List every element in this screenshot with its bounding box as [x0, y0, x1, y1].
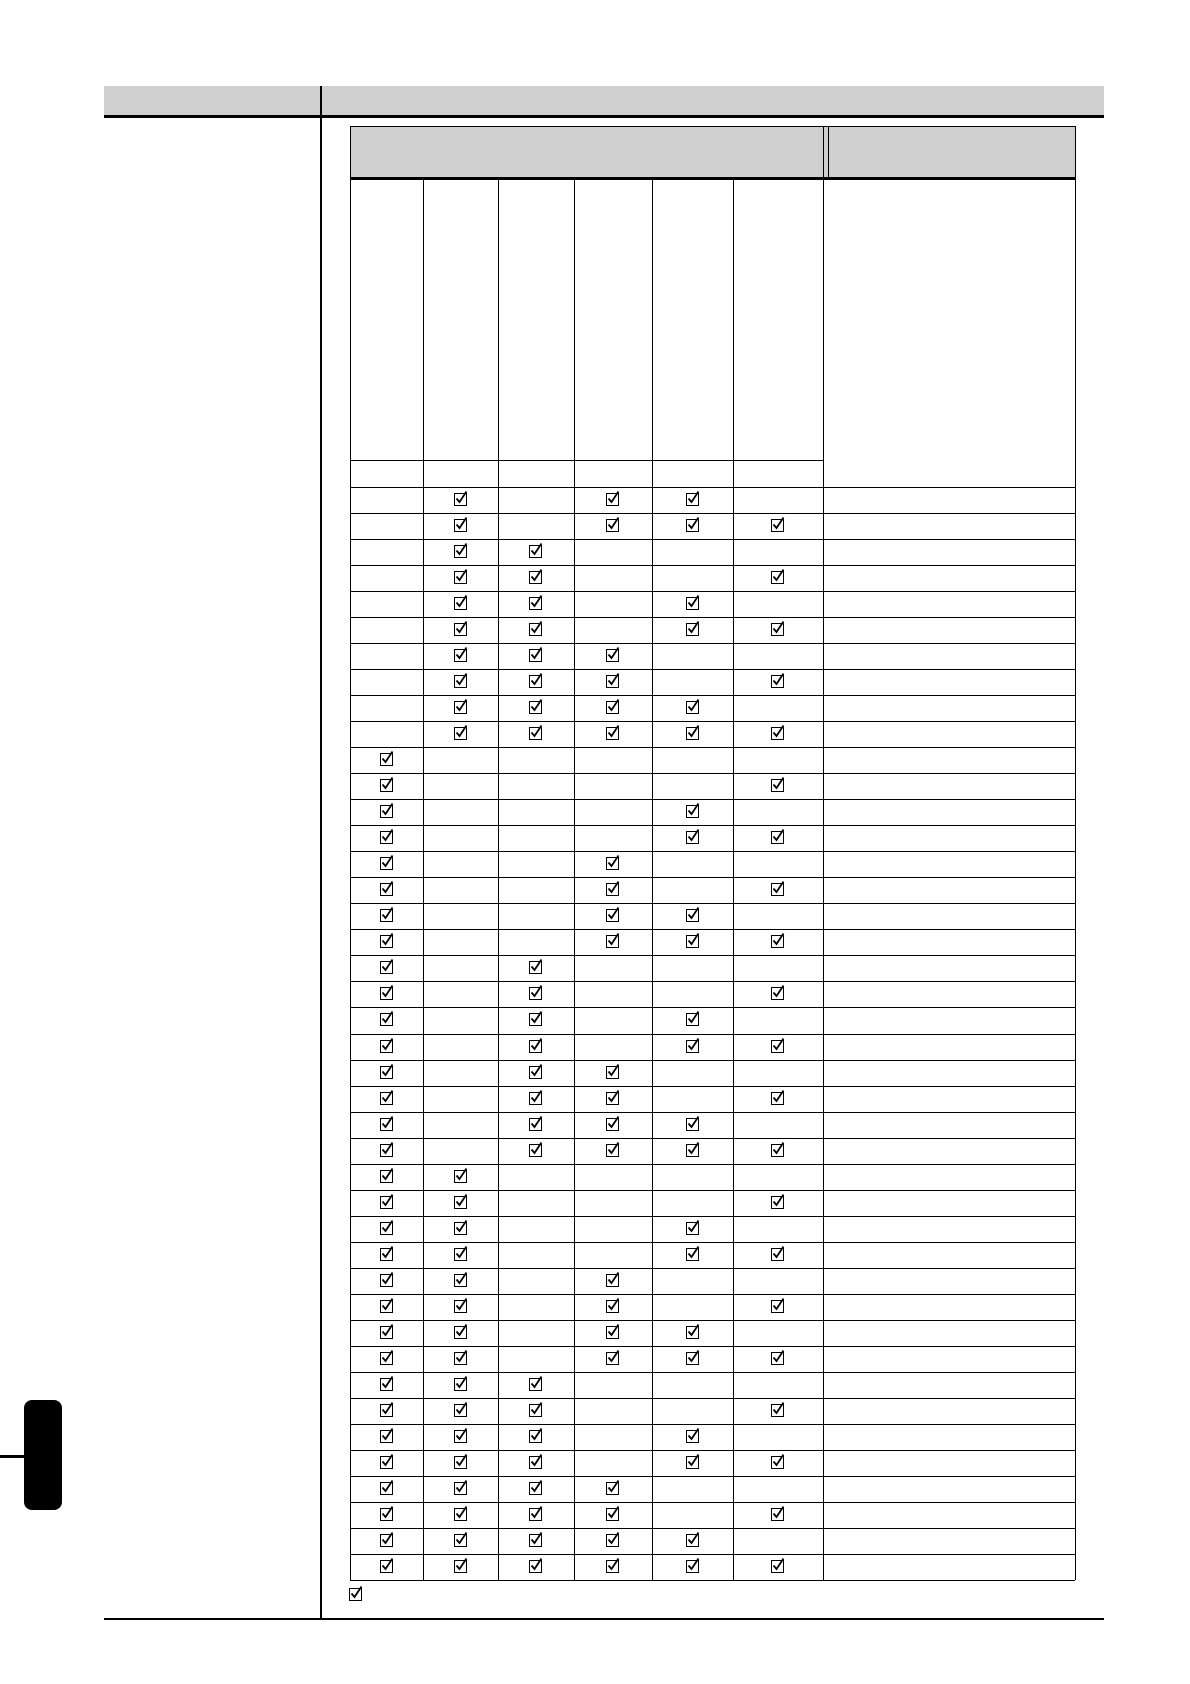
checked-box-icon: [529, 623, 542, 636]
table-row-rule: [350, 669, 1075, 670]
checked-box-icon: [771, 831, 784, 844]
bottom-rule: [104, 1618, 1104, 1620]
checked-box-icon: [529, 961, 542, 974]
table-row-rule: [350, 591, 1075, 592]
checked-box-icon: [454, 1170, 467, 1183]
checked-box-icon: [686, 1534, 699, 1547]
section-tab-marker: [24, 1400, 62, 1510]
checked-box-icon: [529, 987, 542, 1000]
checked-box-icon: [454, 701, 467, 714]
table-row-rule: [350, 1372, 1075, 1373]
table-row-rule: [350, 903, 1075, 904]
checked-box-icon: [606, 1092, 619, 1105]
checked-box-icon: [771, 1404, 784, 1417]
table-row-rule: [350, 1242, 1075, 1243]
checked-box-icon: [380, 1196, 393, 1209]
checked-box-icon: [771, 623, 784, 636]
checked-box-icon: [771, 1092, 784, 1105]
checked-box-icon: [380, 753, 393, 766]
checked-box-icon: [606, 909, 619, 922]
checked-box-icon: [380, 805, 393, 818]
checked-box-icon: [454, 1534, 467, 1547]
checked-box-icon: [771, 675, 784, 688]
checked-box-icon: [380, 1066, 393, 1079]
table-vertical-rule: [350, 126, 351, 1580]
checked-box-icon: [529, 1092, 542, 1105]
checked-box-icon: [606, 1508, 619, 1521]
checked-box-icon: [380, 1404, 393, 1417]
checked-box-icon: [454, 1508, 467, 1521]
checked-box-icon: [380, 831, 393, 844]
table-row-rule: [350, 1190, 1075, 1191]
checked-box-icon: [606, 1066, 619, 1079]
table-row-rule: [350, 981, 1075, 982]
checked-box-icon: [686, 1040, 699, 1053]
checked-box-icon: [771, 883, 784, 896]
checked-box-icon: [454, 493, 467, 506]
checked-box-icon: [686, 1118, 699, 1131]
checked-box-icon: [686, 805, 699, 818]
checked-box-icon: [454, 1274, 467, 1287]
checked-box-icon: [380, 1170, 393, 1183]
checked-box-icon: [606, 1352, 619, 1365]
checked-box-icon: [380, 909, 393, 922]
checked-box-icon: [380, 987, 393, 1000]
checked-box-icon: [686, 623, 699, 636]
checked-box-icon: [529, 727, 542, 740]
checked-box-icon: [771, 1300, 784, 1313]
table-row-rule: [350, 487, 1075, 488]
checked-box-icon: [380, 1300, 393, 1313]
checked-box-icon: [606, 519, 619, 532]
checked-box-icon: [686, 1248, 699, 1261]
checked-box-icon: [686, 1352, 699, 1365]
checked-box-icon: [686, 935, 699, 948]
checked-box-icon: [606, 1144, 619, 1157]
checked-box-icon: [454, 597, 467, 610]
checked-box-icon: [529, 1534, 542, 1547]
checked-box-icon: [529, 1508, 542, 1521]
checked-box-icon: [380, 1378, 393, 1391]
checked-box-icon: [606, 675, 619, 688]
column-separator: [320, 86, 322, 1619]
table-bottom-rule: [350, 1580, 1075, 1581]
table-row-rule: [350, 1060, 1075, 1061]
checked-box-icon: [380, 1482, 393, 1495]
checked-box-icon: [454, 623, 467, 636]
table-row-rule: [350, 799, 1075, 800]
checked-box-icon: [686, 1326, 699, 1339]
table-row-rule: [350, 1398, 1075, 1399]
table-row-rule: [350, 1346, 1075, 1347]
checked-box-icon: [529, 675, 542, 688]
checked-box-icon: [380, 1144, 393, 1157]
table-row-rule: [350, 851, 1075, 852]
section-tab-tick: [0, 1455, 26, 1458]
table-row-rule: [350, 747, 1075, 748]
checked-box-icon: [380, 1534, 393, 1547]
checked-box-icon: [606, 857, 619, 870]
checked-box-icon: [529, 1040, 542, 1053]
checked-box-icon: [771, 1456, 784, 1469]
checked-box-icon: [380, 961, 393, 974]
table-row-rule: [350, 1476, 1075, 1477]
checked-box-icon: [606, 701, 619, 714]
checked-box-icon: [454, 649, 467, 662]
checked-box-icon: [529, 1378, 542, 1391]
checked-box-icon: [529, 1144, 542, 1157]
checked-box-icon: [606, 935, 619, 948]
checked-box-icon: [454, 1300, 467, 1313]
table-row-rule: [350, 1294, 1075, 1295]
table-row-rule: [350, 1112, 1075, 1113]
checked-box-icon: [686, 1456, 699, 1469]
table-header-rule: [350, 177, 1075, 180]
checked-box-icon: [380, 1248, 393, 1261]
table-row-rule: [350, 1268, 1075, 1269]
checked-box-icon: [380, 1560, 393, 1573]
checked-box-icon: [454, 545, 467, 558]
checked-box-icon: [529, 701, 542, 714]
checked-box-icon: [529, 545, 542, 558]
table-row-rule: [350, 513, 1075, 514]
checked-box-icon: [686, 1013, 699, 1026]
checked-box-icon: [529, 649, 542, 662]
checked-box-icon: [686, 493, 699, 506]
checked-box-icon: [771, 987, 784, 1000]
table-vertical-rule: [498, 180, 499, 1580]
checked-box-icon: [529, 1430, 542, 1443]
table-row-rule: [350, 1138, 1075, 1139]
checked-box-icon: [686, 519, 699, 532]
checked-box-icon: [454, 1352, 467, 1365]
checked-box-icon: [454, 675, 467, 688]
checked-box-icon: [454, 1404, 467, 1417]
table-remarks-header: [828, 126, 1076, 180]
checked-box-icon: [686, 909, 699, 922]
table-row-rule: [350, 825, 1075, 826]
checked-box-icon: [454, 1430, 467, 1443]
checked-box-icon: [529, 1560, 542, 1573]
checked-box-icon: [771, 1560, 784, 1573]
checked-box-icon: [529, 1118, 542, 1131]
table-row-rule: [350, 1554, 1075, 1555]
checked-box-icon: [606, 493, 619, 506]
checked-box-icon: [606, 883, 619, 896]
checked-box-icon: [771, 1248, 784, 1261]
table-row-rule: [350, 773, 1075, 774]
checked-box-icon: [380, 1352, 393, 1365]
checked-box-icon: [606, 1326, 619, 1339]
checked-box-icon: [454, 1560, 467, 1573]
checked-box-icon: [380, 1013, 393, 1026]
checked-box-icon: [454, 1222, 467, 1235]
checked-box-icon: [606, 649, 619, 662]
table-row-rule: [350, 1034, 1075, 1035]
checked-box-icon: [771, 1196, 784, 1209]
checked-box-icon: [771, 1508, 784, 1521]
table-row-rule: [350, 721, 1075, 722]
checked-box-icon: [454, 519, 467, 532]
checked-box-icon: [771, 571, 784, 584]
checked-box-icon: [380, 1326, 393, 1339]
checked-box-icon: [771, 935, 784, 948]
table-vertical-rule: [733, 180, 734, 1580]
checked-box-icon: [380, 779, 393, 792]
table-row-rule: [350, 1450, 1075, 1451]
checked-box-icon: [380, 1274, 393, 1287]
table-row-rule: [350, 877, 1075, 878]
checked-box-icon: [529, 1066, 542, 1079]
checked-box-icon: [529, 1404, 542, 1417]
table-vertical-rule: [1075, 126, 1076, 1580]
table-vertical-rule: [423, 180, 424, 1580]
table-row-rule: [350, 565, 1075, 566]
table-vertical-rule: [823, 126, 824, 1580]
checked-box-icon: [529, 1013, 542, 1026]
checked-box-icon: [771, 1144, 784, 1157]
checked-box-icon: [380, 857, 393, 870]
table-row-rule: [350, 929, 1075, 930]
checked-box-icon: [454, 727, 467, 740]
checked-box-icon: [454, 1482, 467, 1495]
header-rule: [104, 115, 1104, 118]
checked-box-icon: [454, 1456, 467, 1469]
checked-box-icon: [454, 1378, 467, 1391]
checked-box-icon: [686, 831, 699, 844]
checked-box-icon: [606, 1274, 619, 1287]
checked-box-icon: [771, 519, 784, 532]
checked-box-icon: [454, 1196, 467, 1209]
column-header-rule: [350, 460, 823, 461]
checked-box-icon: [380, 1430, 393, 1443]
checked-box-icon: [380, 883, 393, 896]
table-group-header: [350, 126, 828, 180]
checked-box-icon: [454, 1326, 467, 1339]
table-row-rule: [350, 1216, 1075, 1217]
checked-box-icon: [686, 597, 699, 610]
header-left-cell: [104, 86, 320, 116]
checked-box-icon: [771, 1352, 784, 1365]
checked-box-icon: [380, 1092, 393, 1105]
legend-checked-box-icon: [349, 1588, 362, 1601]
checked-box-icon: [771, 727, 784, 740]
table-row-rule: [350, 1086, 1075, 1087]
checked-box-icon: [606, 1560, 619, 1573]
table-vertical-rule: [652, 180, 653, 1580]
table-row-rule: [350, 1502, 1075, 1503]
table-row-rule: [350, 617, 1075, 618]
checked-box-icon: [529, 597, 542, 610]
table-row-rule: [350, 955, 1075, 956]
table-row-rule: [350, 539, 1075, 540]
checked-box-icon: [380, 1118, 393, 1131]
checked-box-icon: [380, 935, 393, 948]
checked-box-icon: [454, 571, 467, 584]
table-row-rule: [350, 1007, 1075, 1008]
table-row-rule: [350, 1320, 1075, 1321]
checked-box-icon: [686, 1144, 699, 1157]
header-right-cell: [322, 86, 1104, 116]
table-row-rule: [350, 643, 1075, 644]
checked-box-icon: [606, 1482, 619, 1495]
checked-box-icon: [454, 1248, 467, 1261]
checked-box-icon: [380, 1508, 393, 1521]
checked-box-icon: [686, 727, 699, 740]
checked-box-icon: [606, 727, 619, 740]
checked-box-icon: [686, 1560, 699, 1573]
checked-box-icon: [380, 1456, 393, 1469]
table-row-rule: [350, 1164, 1075, 1165]
table-row-rule: [350, 1424, 1075, 1425]
checked-box-icon: [686, 1222, 699, 1235]
checked-box-icon: [686, 701, 699, 714]
table-row-rule: [350, 695, 1075, 696]
checked-box-icon: [771, 1040, 784, 1053]
checked-box-icon: [771, 779, 784, 792]
checked-box-icon: [529, 1456, 542, 1469]
table-vertical-rule: [574, 180, 575, 1580]
checked-box-icon: [686, 1430, 699, 1443]
table-row-rule: [350, 1528, 1075, 1529]
checked-box-icon: [380, 1040, 393, 1053]
checked-box-icon: [380, 1222, 393, 1235]
checked-box-icon: [606, 1118, 619, 1131]
checked-box-icon: [529, 571, 542, 584]
checked-box-icon: [606, 1534, 619, 1547]
checked-box-icon: [529, 1482, 542, 1495]
checked-box-icon: [606, 1300, 619, 1313]
